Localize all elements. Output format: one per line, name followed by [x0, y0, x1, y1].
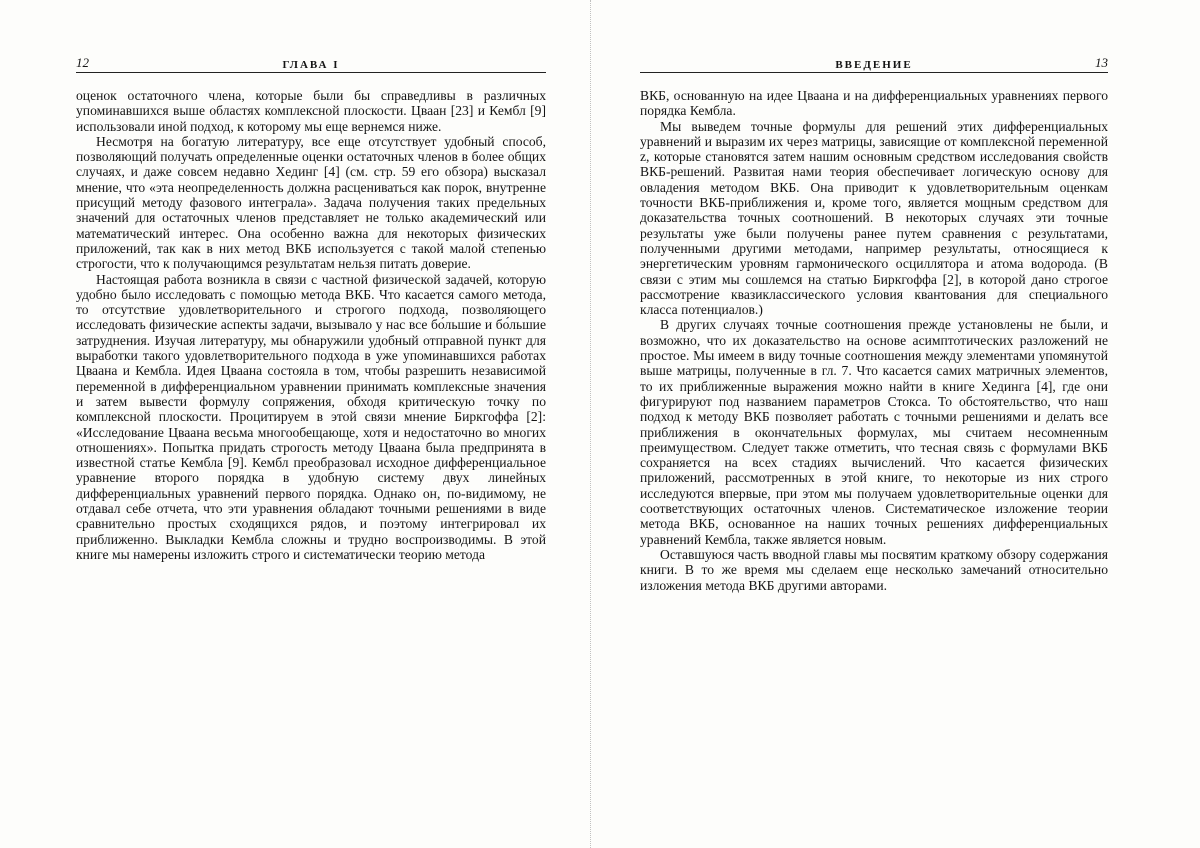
left-paragraph-3: Настоящая работа возникла в связи с частной физической задачей, которую удобно было исследовать с помощью метода ВКБ. Что касается самого метода, то отсутствие удовлетворительного и строгого подхода, позволяющего исследовать физические аспекты задачи, вызывало у нас все бо́льшие и бо́льшие затруднения. Изучая литературу, мы обнаружили удобный отправной пункт для выработки такого удовлетворительного подхода в уже упоминавшихся работах Цваана и Кембла. Идея Цваана состояла в том, чтобы разрешить независимой переменной в дифференциальном уравнении принимать комплексные значения и затем вывести формулу сопряжения, обходя критическую точку по комплексной плоскости. Процитируем в этой связи мнение Биркгоффа [2]: «Исследование Цваана весьма многообещающе, хотя и недостаточно во многих отношениях». Попытка придать строгость методу Цваана была предпринята в известной статье Кембла [9]. Кембл преобразовал исходное дифференциальное уравнение второго порядка в удобную систему двух линейных дифференциальных уравнений первого порядка. Однако он, по-видимому, не отдавал себе отчета, что эти уравнения обладают точными решениями в виде сравнительно простых сходящихся рядов, и поэтому интегрировал их приближенно. Выкладки Кембла сложны и трудно воспроизводимы. В этой книге мы намерены изложить строго и систематически теорию метода	[76, 272, 546, 563]
left-page-header	[76, 58, 546, 73]
right-page-number: 13	[1095, 55, 1108, 71]
right-page-body	[640, 88, 1108, 593]
book-spread	[0, 0, 1200, 848]
right-page-header	[640, 58, 1108, 73]
right-paragraph-1: ВКБ, основанную на идее Цваана и на дифференциальных уравнениях первого порядка Кембла.	[640, 88, 1108, 119]
left-page-number: 12	[76, 55, 89, 71]
left-paragraph-1: оценок остаточного члена, которые были бы справедливы в различных упоминавшихся выше областях комплексной плоскости. Цваан [23] и Кембл [9] использовали иной подход, к которому мы еще вернемся ниже.	[76, 88, 546, 134]
left-paragraph-2: Несмотря на богатую литературу, все еще отсутствует удобный способ, позволяющий получать определенные оценки остаточных членов в более общих случаях, и даже совсем недавно Хединг [4] (см. стр. 59 его обзора) высказал мнение, что «эта неопределенность должна расцениваться как порок, внутренне присущий методу фазового интеграла». Задача получения таких предельных значений для остаточных членов представляет не только академический или математический интерес. Она особенно важна для некоторых физических приложений, так как в них метод ВКБ используется с такой малой степенью строгости, что к получающимся результатам нельзя питать доверие.	[76, 134, 546, 272]
right-paragraph-4: Оставшуюся часть вводной главы мы посвятим краткому обзору содержания книги. В то же время мы сделаем еще несколько замечаний относительно изложения метода ВКБ другими авторами.	[640, 547, 1108, 593]
right-paragraph-3: В других случаях точные соотношения прежде установлены не были, и возможно, что их доказательство на основе асимптотических разложений не простое. Мы имеем в виду точные соотношения между элементами упомянутой выше матрицы, полученные в гл. 7. Что касается самих матричных элементов, то их приближенные выражения можно найти в книге Хединга [4], где они фигурируют под названием параметров Стокса. То обстоятельство, что наш подход к методу ВКБ позволяет работать с точными решениями и делать все приближения в окончательных формулах, мы считаем несомненным преимуществом. Следует также отметить, что тесная связь с формулами ВКБ сохраняется на всех стадиях вычислений. Что касается физических приложений, рассмотренных в этой книге, то некоторые из них строго исследуются впервые, при этом мы получаем удовлетворительные оценки для соответствующих остаточных членов. Систематическое изложение теории метода ВКБ, основанное на наших точных решениях дифференциальных уравнений Кембла, также является новым.	[640, 317, 1108, 546]
right-running-head: ВВЕДЕНИЕ	[640, 59, 1108, 71]
gutter-fold	[590, 0, 592, 848]
right-paragraph-2: Мы выведем точные формулы для решений этих дифференциальных уравнений и выразим их через матрицы, зависящие от комплексной переменной z, которые становятся затем нашим основным средством исследования свойств ВКБ-решений. Развитая нами теория обеспечивает логическую основу для овладения методом ВКБ. Она приводит к удовлетворительным оценкам точности ВКБ-приближения и, кроме того, является мощным средством для доказательства точных соотношений. В некоторых случаях эти точные результаты уже были получены ранее путем сравнения с результатами, полученными другими методами, например результаты, относящиеся к энергетическим уровням гармонического осциллятора и атома водорода. (В связи с этим мы сошлемся на статью Биркгоффа [2], в которой дано строгое рассмотрение квазиклассического условия квантования для специального класса потенциалов.)	[640, 119, 1108, 318]
left-running-head: ГЛАВА I	[76, 59, 546, 71]
left-page-body	[76, 88, 546, 562]
